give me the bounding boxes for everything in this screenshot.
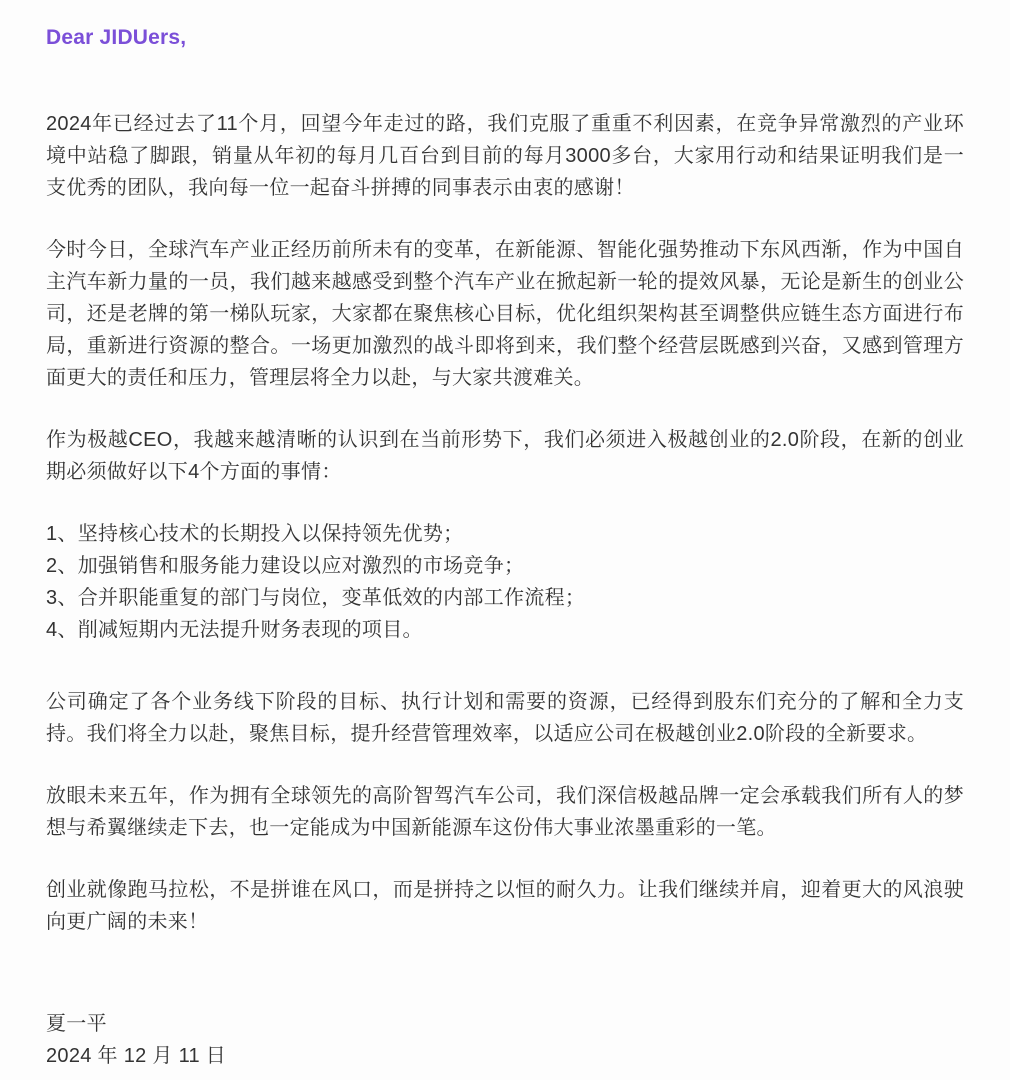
action-item-3: 3、合并职能重复的部门与岗位，变革低效的内部工作流程； bbox=[46, 587, 586, 609]
signature-date: 2024 年 12 月 11 日 bbox=[46, 1045, 227, 1067]
action-item-4: 4、削减短期内无法提升财务表现的项目。 bbox=[46, 619, 423, 641]
action-list bbox=[46, 518, 964, 646]
paragraph-intro: 2024年已经过去了11个月，回望今年走过的路，我们克服了重重不利因素，在竞争异常激烈的产业环境中站稳了脚跟，销量从年初的每月几百台到目前的每月3000多台，大家用行动和结果证明我们是一支优秀的团队，我向每一位一起奋斗拼搏的同事表示由衷的感谢！ bbox=[46, 113, 964, 199]
paragraph-future-vision: 放眼未来五年，作为拥有全球领先的高阶智驾汽车公司，我们深信极越品牌一定会承载我们所有人的梦想与希翼继续走下去，也一定能成为中国新能源车这份伟大事业浓墨重彩的一笔。 bbox=[46, 785, 964, 839]
action-item-1: 1、坚持核心技术的长期投入以保持领先优势； bbox=[46, 523, 464, 545]
paragraph-marathon: 创业就像跑马拉松，不是拼谁在风口，而是拼持之以恒的耐久力。让我们继续并肩，迎着更大的风浪驶向更广阔的未来！ bbox=[46, 879, 964, 933]
paragraph-ceo-plan: 作为极越CEO，我越来越清晰的认识到在当前形势下，我们必须进入极越创业的2.0阶段，在新的创业期必须做好以下4个方面的事情： bbox=[46, 429, 964, 483]
greeting: Dear JIDUers, bbox=[46, 26, 187, 49]
signature-name: 夏一平 bbox=[46, 1013, 107, 1035]
action-item-2: 2、加强销售和服务能力建设以应对激烈的市场竞争； bbox=[46, 555, 525, 577]
paragraph-industry: 今时今日，全球汽车产业正经历前所未有的变革，在新能源、智能化强势推动下东风西渐，作为中国自主汽车新力量的一员，我们越来越感受到整个汽车产业在掀起新一轮的提效风暴，无论是新生的创业公司，还是老牌的第一梯队玩家，大家都在聚焦核心目标，优化组织架构甚至调整供应链生态方面进行布局，重新进行资源的整合。一场更加激烈的战斗即将到来，我们整个经营层既感到兴奋，又感到管理方面更大的责任和压力，管理层将全力以赴，与大家共渡难关。 bbox=[46, 239, 964, 389]
signature-block bbox=[46, 1008, 964, 1072]
paragraph-company-goals: 公司确定了各个业务线下阶段的目标、执行计划和需要的资源，已经得到股东们充分的了解和全力支持。我们将全力以赴，聚焦目标，提升经营管理效率，以适应公司在极越创业2.0阶段的全新要求。 bbox=[46, 691, 964, 745]
